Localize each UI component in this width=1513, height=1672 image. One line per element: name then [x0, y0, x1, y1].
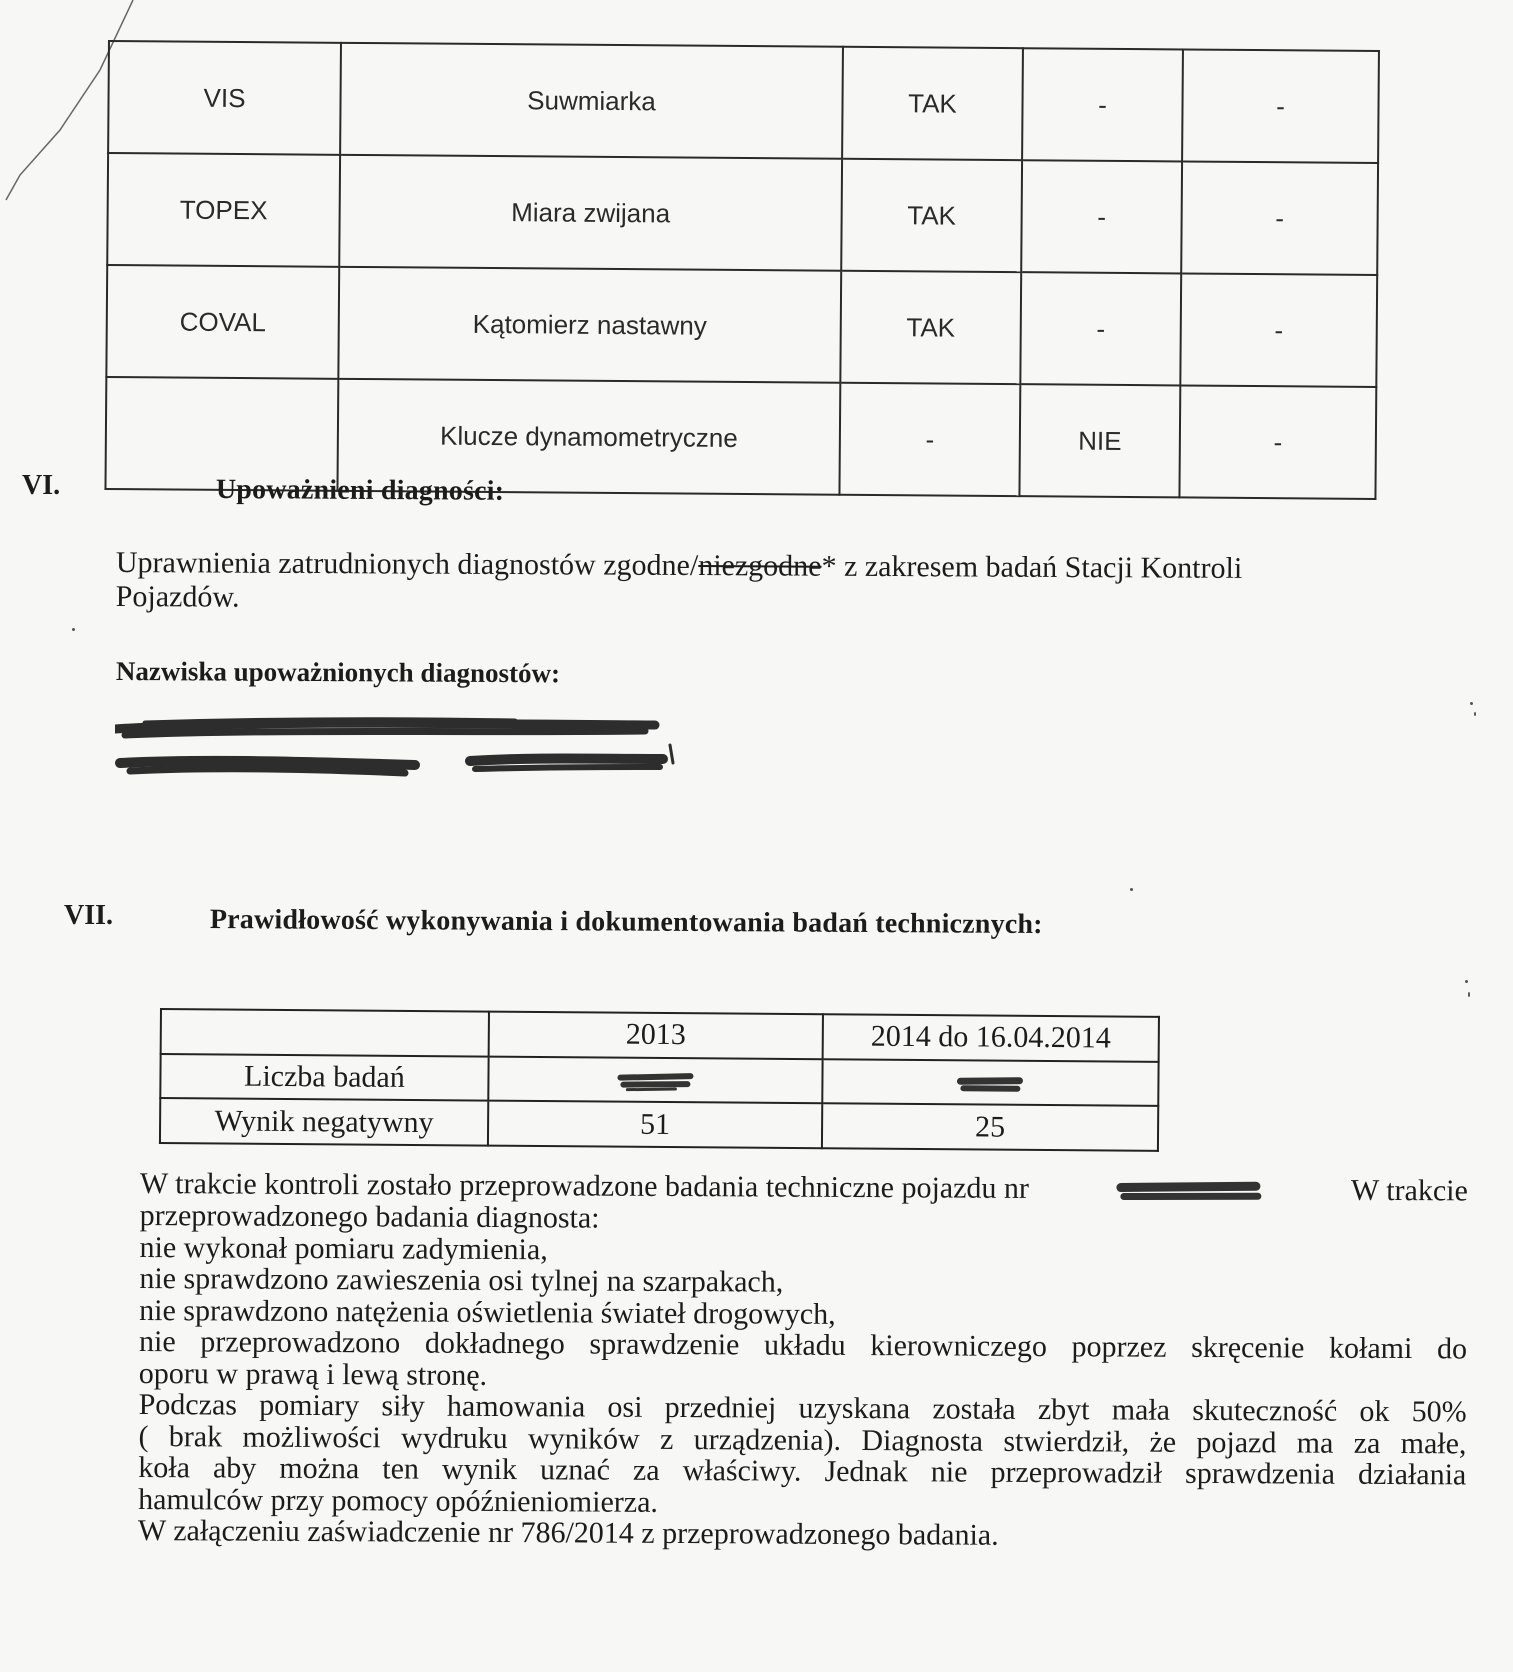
scan-speck	[1474, 712, 1476, 716]
header-cell: 2014 do 16.04.2014	[823, 1014, 1159, 1061]
status-cell: -	[839, 383, 1020, 496]
status-cell: -	[1021, 160, 1182, 273]
redaction-scribble	[615, 1070, 695, 1095]
para-text: * z zakresem badań Stacji Kontroli	[821, 549, 1243, 585]
header-cell	[161, 1009, 489, 1056]
table-row	[160, 1054, 1158, 1106]
text-line: hamulców przy pomocy opóźnieniomierza.	[138, 1482, 659, 1519]
maker-cell: VIS	[108, 41, 341, 155]
status-cell: TAK	[841, 159, 1022, 272]
text-line: nie sprawdzono zawieszenia osi tylnej na szarpakach,	[139, 1261, 784, 1299]
inspection-findings	[138, 1168, 1468, 1554]
text-line: koła aby można ten wynik uznać za właściwy. Jednak nie przeprowadził sprawdzenia działania	[138, 1450, 1467, 1492]
section-vii-number: VII.	[64, 900, 114, 931]
table-row	[160, 1098, 1158, 1151]
status-cell: TAK	[840, 271, 1021, 384]
scan-speck	[72, 628, 75, 631]
equipment-table	[104, 40, 1379, 500]
tool-name-cell: Klucze dynamometryczne	[337, 379, 840, 495]
header-cell: 2013	[489, 1012, 823, 1059]
status-cell: -	[1181, 161, 1378, 275]
row-label: Liczba badań	[160, 1054, 488, 1101]
status-cell: -	[1179, 385, 1376, 499]
section-vi-number: VI.	[22, 470, 61, 501]
text-line: W załączeniu zaświadczenie nr 786/2014 z przeprowadzonego badania.	[137, 1513, 999, 1552]
value-cell: 25	[822, 1104, 1158, 1151]
status-cell: TAK	[842, 47, 1023, 160]
struck-word: niezgodne	[698, 549, 822, 583]
table-row	[108, 41, 1379, 163]
redacted-cell	[488, 1056, 822, 1103]
text-line: nie przeprowadzono dokładnego sprawdzenie układu kierowniczego poprzez skręcenie kołami do	[138, 1324, 1468, 1366]
redacted-names	[115, 715, 675, 795]
redaction-scribble	[955, 1072, 1025, 1097]
redacted-vehicle-number	[1116, 1177, 1266, 1206]
row-label: Wynik negatywny	[160, 1098, 488, 1145]
line-text: W trakcie kontroli zostało przeprowadzone badania techniczne pojazdu nr	[139, 1167, 1030, 1205]
inspection-stats-table	[159, 1008, 1160, 1152]
maker-cell: TOPEX	[107, 153, 340, 267]
tool-name-cell: Kątomierz nastawny	[338, 267, 841, 383]
scan-speck	[1465, 980, 1468, 983]
status-cell: -	[1022, 48, 1183, 161]
section-vi-heading: Upoważnieni diagności:	[215, 474, 505, 507]
scan-speck	[1468, 992, 1470, 997]
text-line: przeprowadzonego badania diagnosta:	[139, 1198, 600, 1235]
line-text: W trakcie	[1350, 1173, 1468, 1208]
para-text: Pojazdów.	[115, 579, 240, 614]
redacted-cell	[822, 1059, 1158, 1106]
para-text: Uprawnienia zatrudnionych diagnostów zgodne/	[115, 546, 699, 583]
status-cell: -	[1182, 49, 1379, 163]
value-cell: 51	[488, 1101, 822, 1148]
table-row	[107, 153, 1378, 275]
status-cell: NIE	[1019, 384, 1180, 497]
table-row	[161, 1009, 1159, 1061]
scan-speck	[1130, 888, 1133, 891]
maker-cell: COVAL	[106, 265, 339, 379]
table-row	[106, 265, 1377, 387]
text-line: Podczas pomiary siły hamowania osi przedniej uzyskana została zbyt mała skuteczność ok 50%	[138, 1387, 1467, 1429]
tool-name-cell: Suwmiarka	[340, 43, 843, 159]
text-line: ( brak możliwości wydruku wyników z urządzenia). Diagnosta stwierdził, że pojazd ma za małe,	[138, 1419, 1467, 1460]
text-line: nie sprawdzono natężenia oświetlenia świateł drogowych,	[139, 1293, 836, 1331]
section-vii-heading: Prawidłowość wykonywania i dokumentowania badań technicznych:	[209, 904, 1043, 941]
text-line: nie wykonał pomiaru zadymienia,	[139, 1230, 548, 1266]
names-heading: Nazwiska upoważnionych diagnostów:	[115, 656, 561, 689]
text-line: oporu w prawą i lewą stronę.	[138, 1356, 488, 1392]
section-vi-paragraph	[116, 546, 1376, 621]
status-cell: -	[1180, 273, 1377, 387]
tool-name-cell: Miara zwijana	[339, 155, 842, 271]
scan-speck	[1470, 702, 1473, 705]
status-cell: -	[1020, 272, 1181, 385]
